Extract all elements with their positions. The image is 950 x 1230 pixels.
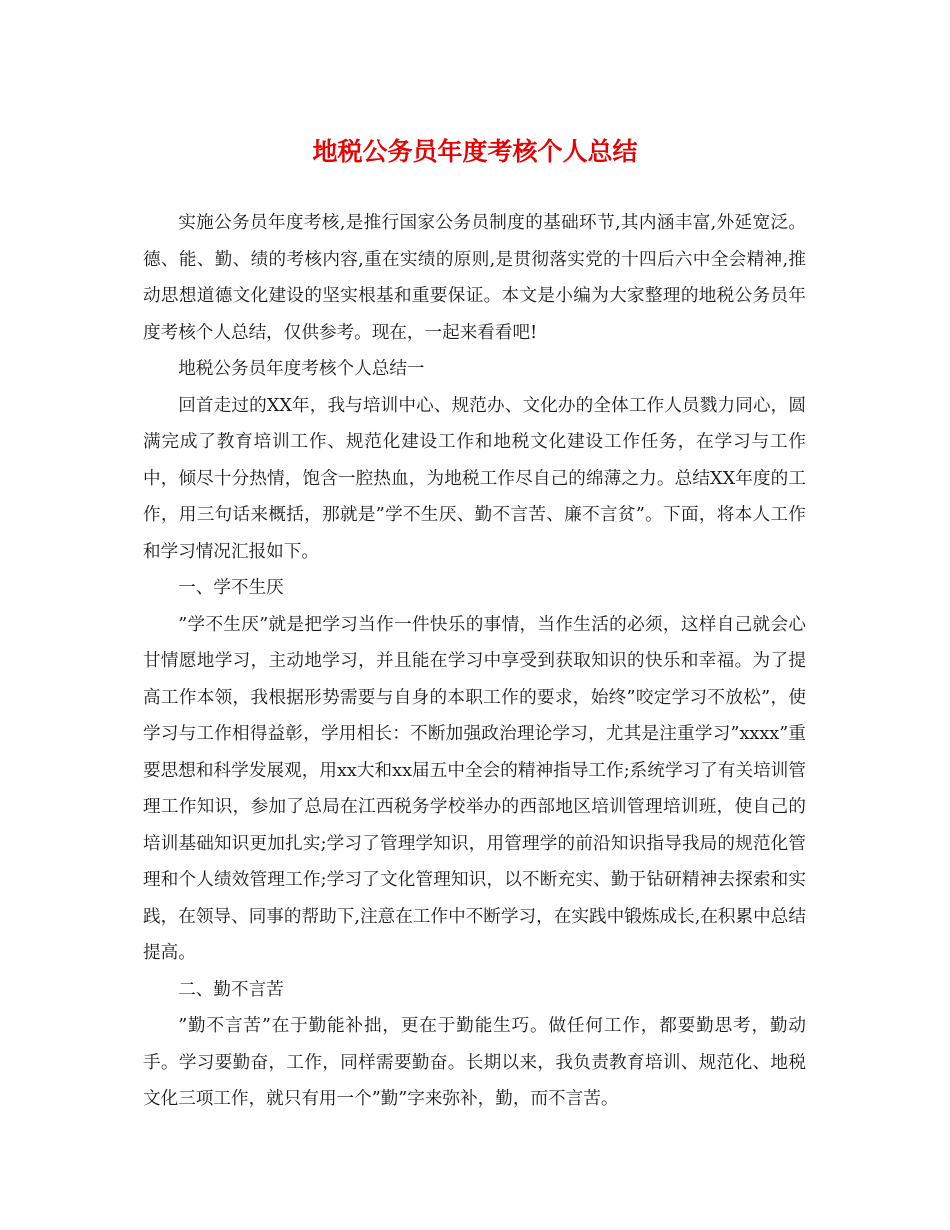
document-title: 地税公务员年度考核个人总结 [312,137,638,166]
section-heading-summary-one: 地税公务员年度考核个人总结一 [178,359,425,379]
section-two-paragraph: ”勤不言苦”在于勤能补拙，更在于勤能生巧。做任何工作，都要勤思考，勤动手。学习要勤奋，工作，同样需要勤奋。长期以来，我负责教育培训、规范化、地税文化三项工作，就只有用一个”勤”字来弥补，勤，而不言苦。 [143,1016,806,1109]
section-heading-one: 一、学不生厌 [178,578,284,598]
intro-paragraph: 实施公务员年度考核,是推行国家公务员制度的基础环节,其内涵丰富,外延宽泛。德、能、勤、绩的考核内容,重在实绩的原则,是贯彻落实党的十四后六中全会精神,推动思想道德文化建设的坚实根基和重要保证。本文是小编为大家整理的地税公务员年度考核个人总结，仅供参考。现在，一起来看看吧! [143,213,806,343]
overview-paragraph: 回首走过的XX年，我与培训中心、规范办、文化办的全体工作人员戮力同心，圆满完成了教育培训工作、规范化建设工作和地税文化建设工作任务，在学习与工作中，倾尽十分热情，饱含一腔热血，为地税工作尽自己的绵薄之力。总结XX年度的工作，用三句话来概括，那就是”学不生厌、勤不言苦、廉不言贫”。下面，将本人工作和学习情况汇报如下。 [143,395,806,562]
section-one-paragraph: ”学不生厌”就是把学习当作一件快乐的事情，当作生活的必须，这样自己就会心甘情愿地学习，主动地学习，并且能在学习中享受到获取知识的快乐和幸福。为了提高工作本领，我根据形势需要与自身的本职工作的要求，始终”咬定学习不放松”，使学习与工作相得益彰，学用相长：不断加强政治理论学习，尤其是注重学习”xxxx”重要思想和科学发展观，用xx大和xx届五中全会的精神指导工作;系统学习了有关培训管理工作知识，参加了总局在江西税务学校举办的西部地区培训管理培训班，使自己的培训基础知识更加扎实;学习了管理学知识，用管理学的前沿知识指导我局的规范化管理和个人绩效管理工作;学习了文化管理知识，以不断充实、勤于钻研精神去探索和实践，在领导、同事的帮助下,注意在工作中不断学习，在实践中锻炼成长,在积累中总结提高。 [143,614,806,963]
document-body [143,205,806,1118]
section-heading-two: 二、勤不言苦 [178,979,284,1000]
